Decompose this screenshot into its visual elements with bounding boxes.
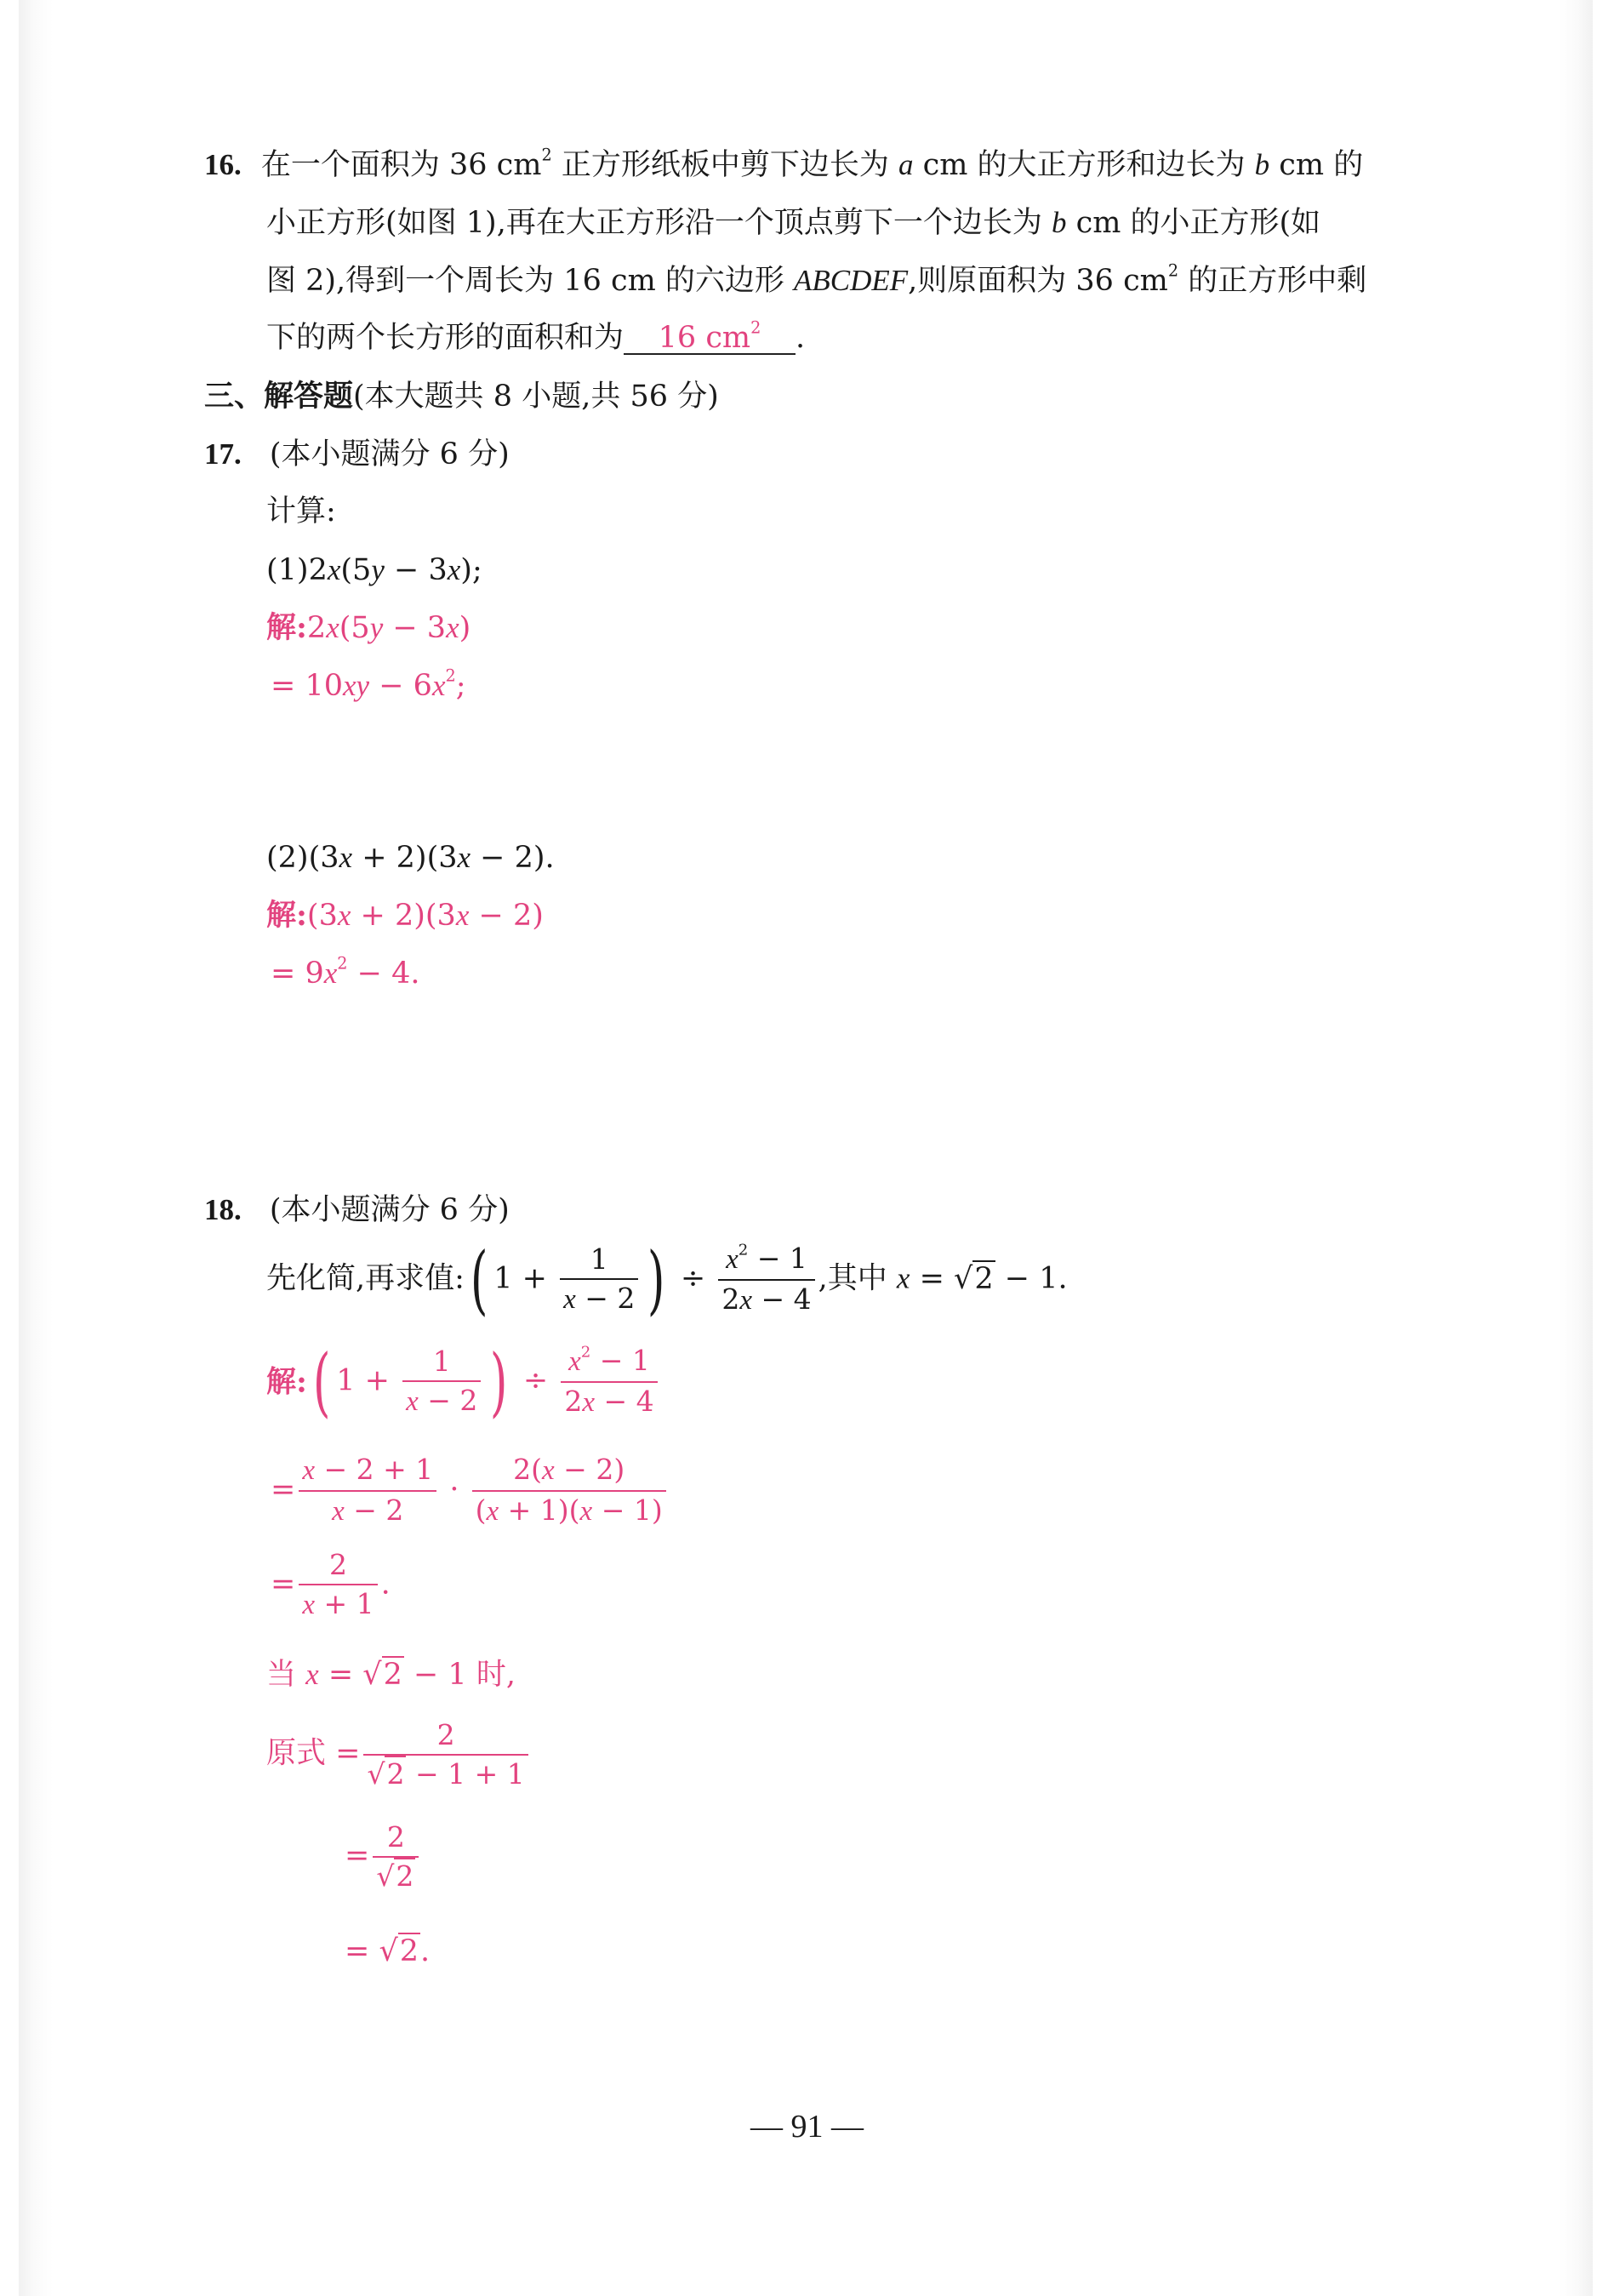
solution-label: 解: [266, 610, 307, 645]
fraction: $\frac{1}{x - 2}$ [402, 1345, 481, 1419]
sqrt: √2 [379, 1934, 419, 1968]
q18-solution-line-7: = √2. [345, 1934, 431, 1968]
sqrt: √2 [362, 1658, 402, 1692]
q17-solution-2-line-2: = $9x^2 - 4$. [271, 953, 420, 991]
q17-number: 17. [204, 437, 242, 471]
q18-number: 18. [204, 1193, 242, 1226]
sqrt: √2 [376, 1859, 414, 1893]
q17-points: (本小题满分 6 分) [269, 437, 510, 471]
fraction: $\frac{x - 2 + 1}{x - 2}$ [299, 1454, 436, 1528]
q18-solution-line-3: = $\frac{2}{x + 1}$ . [271, 1548, 391, 1620]
q17-solution-1-line-2: = $10xy - 6x^2$; [271, 665, 466, 703]
section-3-note: (本大题共 8 小题,共 56 分) [353, 380, 719, 414]
q18-solution-line-4: 当 x = √2 − 1 时, [266, 1658, 516, 1692]
q16-line-1: 16. 在一个面积为 36 $cm^2$ 正方形纸板中剪下边长为 a cm 的大正方形和边长为 b cm 的 [204, 145, 1364, 182]
q18-header [204, 1195, 510, 1225]
q17-instruction: 计算: [266, 494, 336, 528]
q17-solution-2-line-1: 解:(3x + 2)(3x − 2) [266, 898, 544, 933]
q17-part-1: (1)2x(5y − 3x); [266, 553, 482, 587]
fraction: $\frac{2}{√2 - 1 + 1}$ [363, 1719, 528, 1791]
fraction: $\frac{x^2 - 1}{2x - 4}$ [561, 1345, 657, 1419]
q18-prompt: 先化简,再求值:( 1 + $\frac{1}{x - 2}$ ) ÷ $\frac{x^2 - 1}{2x - 4}$ ,其中 x = √2 − 1. [266, 1236, 1068, 1323]
page-number: — 91 — [750, 2109, 864, 2145]
q17-solution-1-line-1: 解:2x(5y − 3x) [266, 610, 471, 645]
fraction: $\frac{x^2 - 1}{2x - 4}$ [718, 1242, 814, 1317]
solution-label: 解: [266, 898, 307, 933]
fraction: $\frac{2}{√2}$ [373, 1821, 419, 1893]
q16-line-4: 下的两个长方形的面积和为 16 $cm^2$ . [266, 317, 806, 355]
q18-solution-line-1: 解:( 1 + $\frac{1}{x - 2}$ ) ÷ $\frac{x^2 - 1}{2x - 4}$ [266, 1345, 661, 1419]
fraction: $\frac{2(x - 2)}{(x + 1)(x - 1)}$ [472, 1454, 666, 1528]
section-3-heading [204, 381, 719, 412]
q18-solution-line-2: = $\frac{x - 2 + 1}{x - 2}$ · $\frac{2(x - 2)}{(x + 1)(x - 1)}$ [271, 1454, 670, 1528]
section-3-title: 三、解答题 [204, 379, 354, 414]
solution-label: 解: [266, 1364, 307, 1400]
sqrt: √2 [367, 1756, 405, 1791]
q18-solution-line-6: = $\frac{2}{√2}$ [345, 1821, 422, 1893]
q16-answer-blank: 16 $cm^2$ [624, 323, 796, 355]
q16-number: 16. [204, 148, 242, 181]
q18-points: (本小题满分 6 分) [269, 1193, 510, 1227]
fraction: $\frac{1}{x - 2}$ [560, 1243, 638, 1316]
q17-part-2: (2)(3x + 2)(3x − 2). [266, 841, 555, 875]
q16-line-3: 图 2),得到一个周长为 16 cm 的六边形 ABCDEF,则原面积为 36 $cm^2$ 的正方形中剩 [266, 260, 1367, 298]
q17-header [204, 439, 510, 470]
fraction: $\frac{2}{x + 1}$ [299, 1549, 377, 1622]
q18-solution-line-5: 原式 = $\frac{2}{√2 - 1 + 1}$ [266, 1719, 532, 1791]
page-background [19, 0, 1593, 2296]
sqrt: √2 [954, 1261, 994, 1296]
q16-line-2: 小正方形(如图 1),再在大正方形沿一个顶点剪下一个边长为 b cm 的小正方形(如 [266, 206, 1321, 240]
q16-answer: 16 cm [658, 321, 751, 355]
